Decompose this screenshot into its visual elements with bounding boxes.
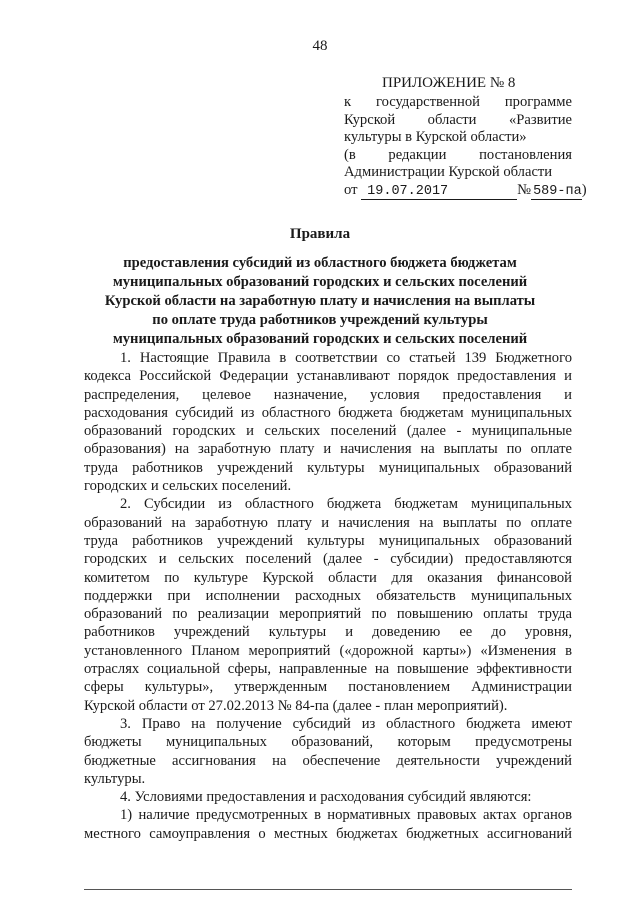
page-number: 48 <box>312 38 328 54</box>
title-line: предоставления субсидий из областного бюджета бюджетам <box>123 255 517 271</box>
body-line: поддержки при исполнении расходных обязательств муниципальных <box>84 587 572 604</box>
title-line: муниципальных образований городских и сельских поселений <box>112 274 528 290</box>
body-line: образований на заработную плату и начисления на выплаты по оплате <box>84 514 572 531</box>
annex-date-line <box>344 182 587 200</box>
body-line: сферы культуры», утвержденным постановлением Администрации <box>84 679 572 696</box>
annex-line: Администрации Курской области <box>344 164 553 181</box>
annex-word: Курской <box>344 111 396 128</box>
body-line: городских и сельских поселений. <box>84 478 292 495</box>
title-heading: Правила <box>289 226 351 242</box>
annex-word: постановления <box>479 146 572 163</box>
annex-word: к <box>344 94 352 111</box>
body-line: местного самоуправления о местных бюджетах бюджетных ассигнований <box>84 825 572 842</box>
annex-word: государственной <box>375 94 480 111</box>
annex-line <box>344 112 572 129</box>
date-prefix: от <box>344 182 358 199</box>
annex-word: (в <box>344 146 356 163</box>
body-line: 3. Право на получение субсидий из областного бюджета имеют <box>120 715 572 732</box>
body-line: образований городских и сельских поселений (далее - муниципальные <box>84 423 572 440</box>
decree-date: 19.07.2017 <box>361 185 517 200</box>
body-line: образований по реализации мероприятий по повышению оплаты труда <box>84 606 572 623</box>
close-paren: ) <box>581 182 587 199</box>
body-line: комитетом по культуре Курской области для оказания финансовой <box>84 569 572 586</box>
body-line: бюджеты муниципальных образований, которым предусмотрены <box>84 734 572 751</box>
body-line: Курской области от 27.02.2013 № 84-па (далее - план мероприятий). <box>84 697 508 714</box>
body-line: образования) на заработную плату и начисления на выплаты по оплате <box>84 441 572 458</box>
body-line: городских и сельских поселений (далее - субсидии) предоставляются <box>84 551 572 568</box>
body-line: 4. Условиями предоставления и расходования субсидий являются: <box>120 789 532 806</box>
decree-number: 589-па <box>533 184 582 200</box>
annex-header <box>344 75 587 200</box>
body-line: бюджетные ассигнования на обеспечение деятельности учреждений <box>84 752 572 769</box>
body-line: труда работников учреждений культуры муниципальных образований <box>84 532 572 549</box>
body-line: установленного Планом мероприятий («дорожной карты») «Изменения в <box>84 642 572 659</box>
body-line: 1. Настоящие Правила в соответствии со статьей 139 Бюджетного <box>120 350 572 366</box>
body-text <box>84 349 572 843</box>
annex-heading: ПРИЛОЖЕНИЕ № 8 <box>382 75 516 91</box>
annex-line <box>344 147 572 164</box>
footer-rule <box>84 889 572 890</box>
number-prefix: № <box>517 182 532 199</box>
body-line: 1) наличие предусмотренных в нормативных правовых актах органов <box>120 807 572 824</box>
body-line: 2. Субсидии из областного бюджета бюджетам муниципальных <box>120 496 572 513</box>
body-line: культуры. <box>84 770 146 787</box>
body-line: кодекса Российской Федерации устанавливают порядок предоставления и <box>84 368 572 385</box>
body-line: отраслях социальной сферы, направленные на повышение эффективности <box>84 661 572 678</box>
annex-word: области <box>427 111 477 128</box>
body-line: работников учреждений культуры и доведению ее до уровня, <box>84 624 572 641</box>
title-line: по оплате труда работников учреждений культуры <box>152 312 488 328</box>
annex-line <box>344 94 572 111</box>
annex-line: культуры в Курской области» <box>344 129 527 146</box>
title-line: Курской области на заработную плату и начисления на выплаты <box>104 293 536 309</box>
annex-word: программе <box>504 94 572 111</box>
document-title <box>0 225 640 349</box>
body-line: распределения, целевое назначение, условия предоставления и <box>84 386 572 403</box>
annex-word: «Развитие <box>508 111 572 128</box>
body-line: труда работников учреждений культуры муниципальных образований <box>84 459 572 476</box>
body-line: расходования субсидий из областного бюджета бюджетам муниципальных <box>84 404 572 421</box>
title-line: муниципальных образований городских и сельских поселений <box>112 331 528 347</box>
annex-word: редакции <box>388 146 447 163</box>
